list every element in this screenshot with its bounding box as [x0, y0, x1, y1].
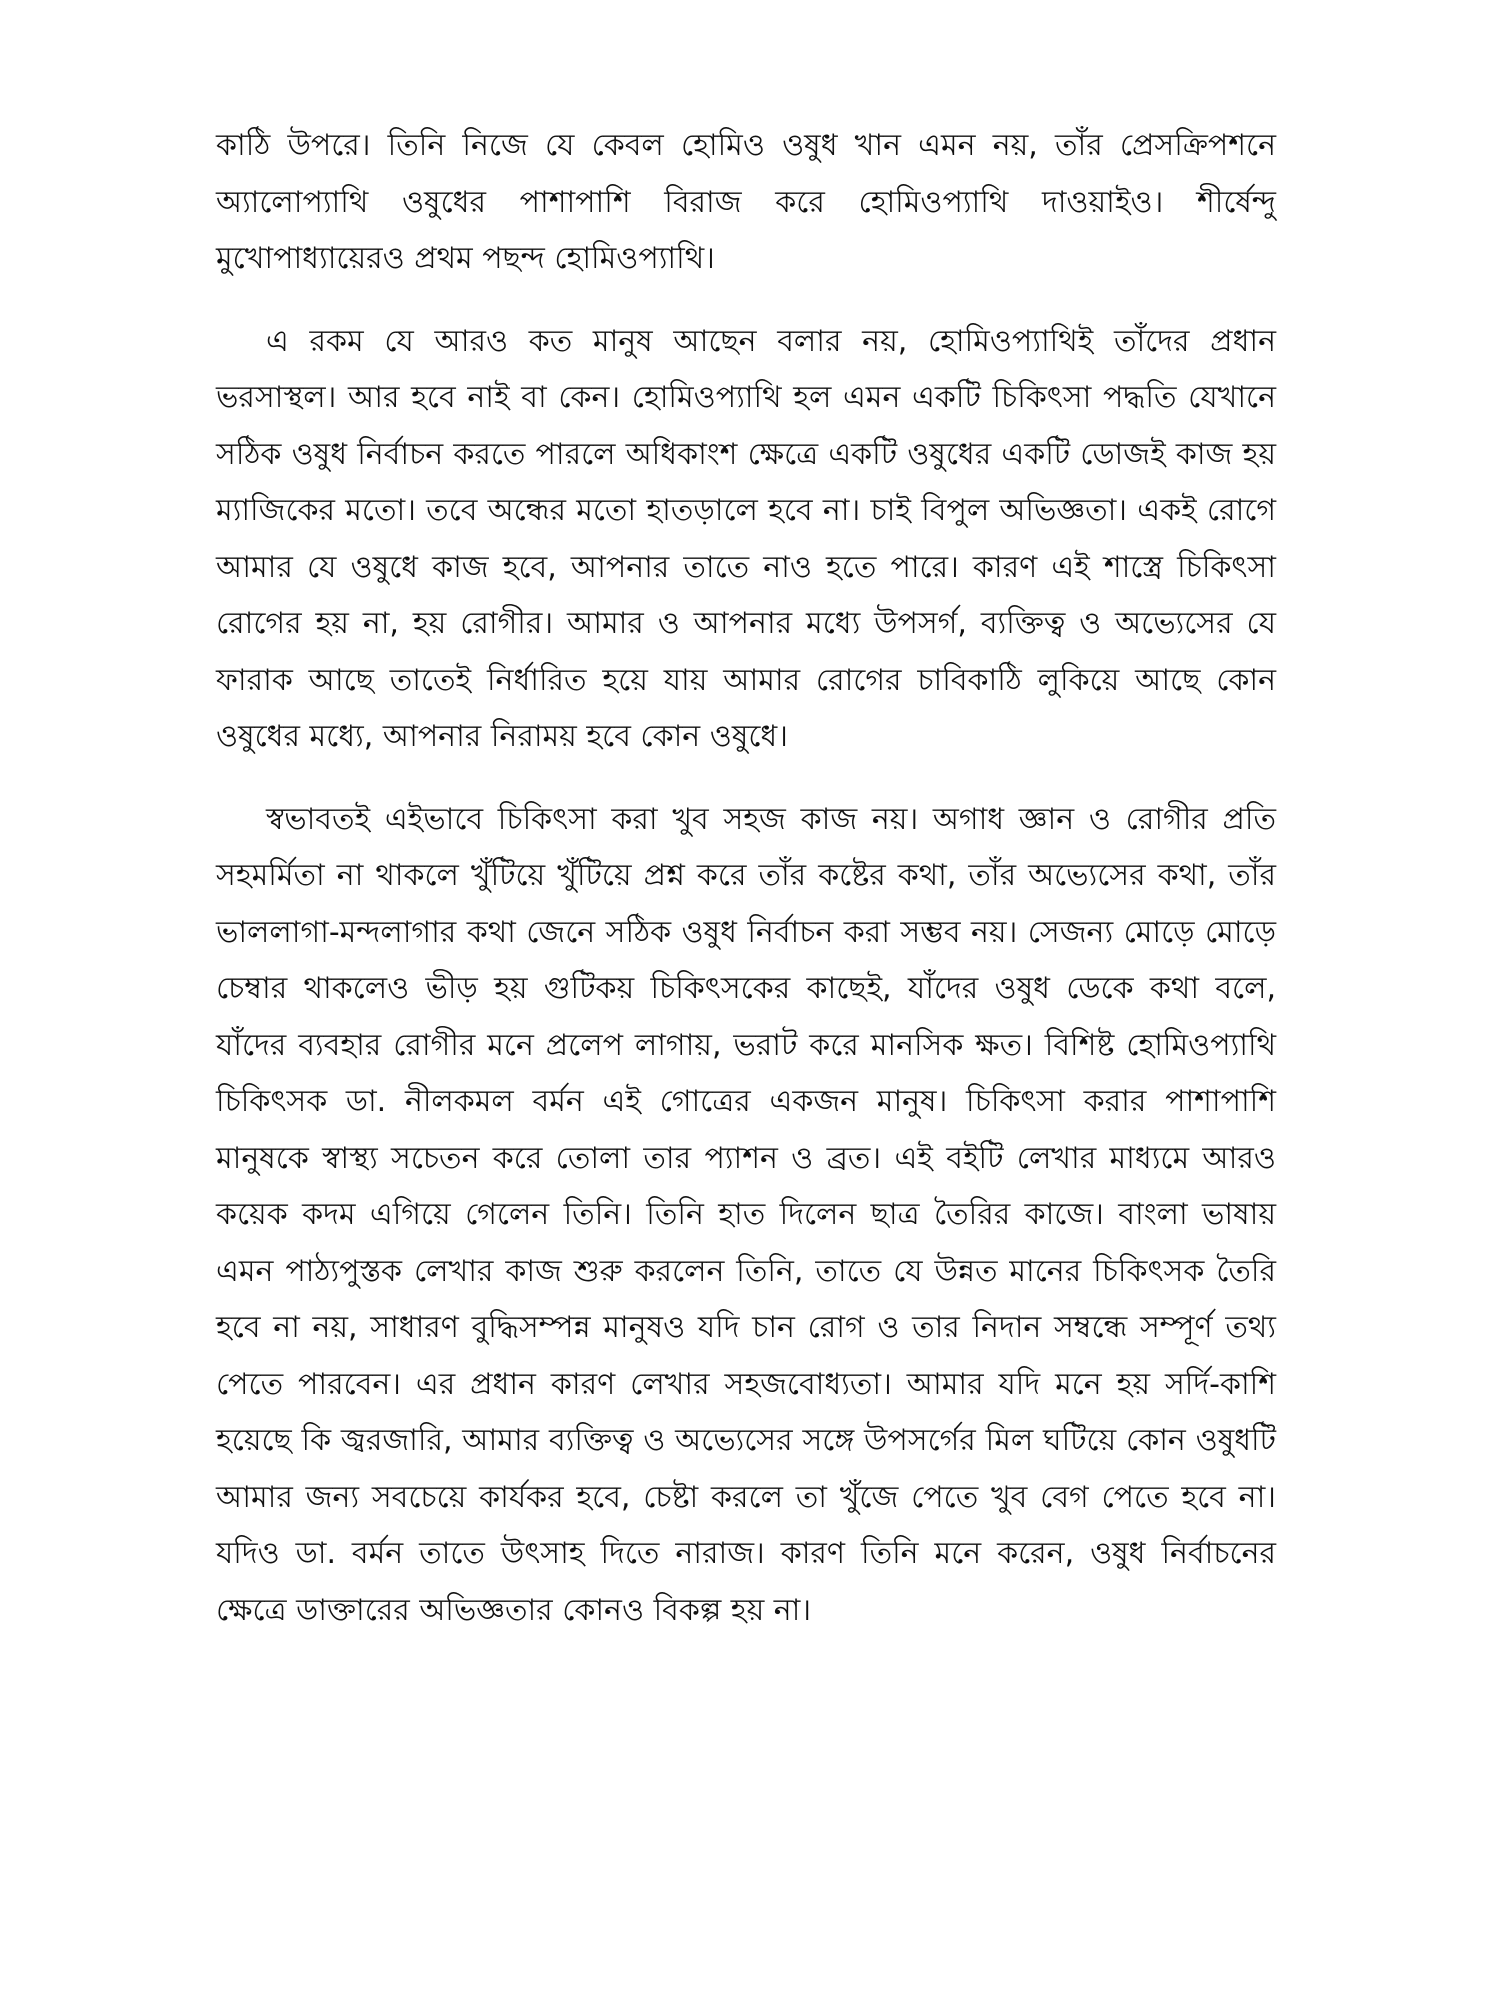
paragraph-3: স্বভাবতই এইভাবে চিকিৎসা করা খুব সহজ কাজ নয়। অগাধ জ্ঞান ও রোগীর প্রতি সহমর্মিতা না থাকলে খুঁটিয়ে খুঁটিয়ে প্রশ্ন করে তাঁর কষ্টের কথা, তাঁর অভ্যেসের কথা, তাঁর ভাললাগা-মন্দলাগার কথা জেনে সঠিক ওষুধ নির্বাচন করা সম্ভব নয়। সেজন্য মোড়ে মোড়ে চেম্বার থাকলেও ভীড় হয় গুটিকয় চিকিৎসকের কাছেই, যাঁদের ওষুধ ডেকে কথা বলে, যাঁদের ব্যবহার রোগীর মনে প্রলেপ লাগায়, ভরাট করে মানসিক ক্ষত। বিশিষ্ট হোমিওপ্যাথি চিকিৎসক ডা. নীলকমল বর্মন এই গোত্রের একজন মানুষ। চিকিৎসা করার পাশাপাশি মানুষকে স্বাস্থ্য সচেতন করে তোলা তার প্যাশন ও ব্রত। এই বইটি লেখার মাধ্যমে আরও কয়েক কদম এগিয়ে গেলেন তিনি। তিনি হাত দিলেন ছাত্র তৈরির কাজে। বাংলা ভাষায় এমন পাঠ্যপুস্তক লেখার কাজ শুরু করলেন তিনি, তাতে যে উন্নত মানের চিকিৎসক তৈরি হবে না নয়, সাধারণ বুদ্ধিসম্পন্ন মানুষও যদি চান রোগ ও তার নিদান সম্বন্ধে সম্পূর্ণ তথ্য পেতে পারবেন। এর প্রধান কারণ লেখার সহজবোধ্যতা। আমার যদি মনে হয় সর্দি-কাশি হয়েছে কি জ্বরজারি, আমার ব্যক্তিত্ব ও অভ্যেসের সঙ্গে উপসর্গের মিল ঘটিয়ে কোন ওষুধটি আমার জন্য সবচেয়ে কার্যকর হবে, চেষ্টা করলে তা খুঁজে পেতে খুব বেগ পেতে হবে না। যদিও ডা. বর্মন তাতে উৎসাহ দিতে নারাজ। কারণ তিনি মনে করেন, ওষুধ নির্বাচনের ক্ষেত্রে ডাক্তারের অভিজ্ঞতার কোনও বিকল্প হয় না। — [216, 801, 1276, 1628]
paragraph-gap — [216, 766, 1276, 792]
body-text — [216, 118, 1276, 1639]
paragraph-1: কাঠি উপরে। তিনি নিজে যে কেবল হোমিও ওষুধ খান এমন নয়, তাঁর প্রেসক্রিপশনে অ্যালোপ্যাথি ওষুধের পাশাপাশি বিরাজ করে হোমিওপ্যাথি দাওয়াইও। শীর্ষেন্দু মুখোপাধ্যায়েরও প্রথম পছন্দ হোমিওপ্যাথি। — [216, 128, 1276, 276]
paragraph-gap — [216, 288, 1276, 314]
paragraph-2: এ রকম যে আরও কত মানুষ আছেন বলার নয়, হোমিওপ্যাথিই তাঁদের প্রধান ভরসাস্থল। আর হবে নাই বা কেন। হোমিওপ্যাথি হল এমন একটি চিকিৎসা পদ্ধতি যেখানে সঠিক ওষুধ নির্বাচন করতে পারলে অধিকাংশ ক্ষেত্রে একটি ওষুধের একটি ডোজই কাজ হয় ম্যাজিকের মতো। তবে অন্ধের মতো হাতড়ালে হবে না। চাই বিপুল অভিজ্ঞতা। একই রোগে আমার যে ওষুধে কাজ হবে, আপনার তাতে নাও হতে পারে। কারণ এই শাস্ত্রে চিকিৎসা রোগের হয় না, হয় রোগীর। আমার ও আপনার মধ্যে উপসর্গ, ব্যক্তিত্ব ও অভ্যেসের যে ফারাক আছে তাতেই নির্ধারিত হয়ে যায় আমার রোগের চাবিকাঠি লুকিয়ে আছে কোন ওষুধের মধ্যে, আপনার নিরাময় হবে কোন ওষুধে। — [216, 323, 1276, 754]
